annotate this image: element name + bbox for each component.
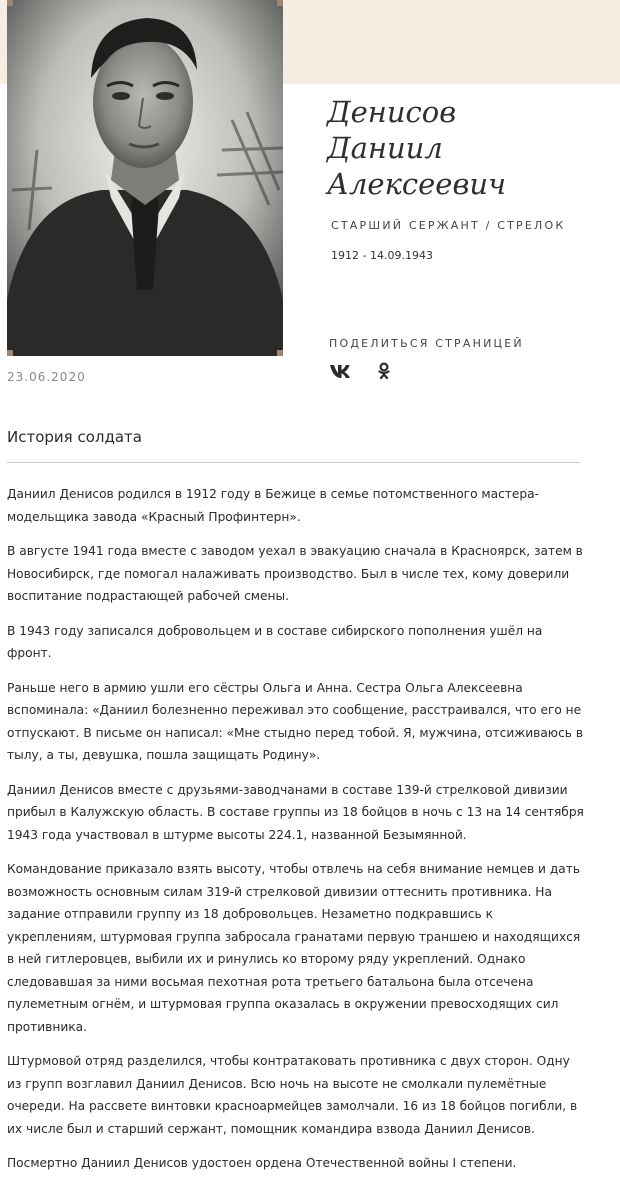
frame-corner [277, 350, 283, 356]
story-paragraph: В августе 1941 года вместе с заводом уехал в эвакуацию сначала в Красноярск, затем в Новосибирск, где помогал налаживать производство. Был в числе тех, кому доверили воспитание подрастающей рабочей смены. [7, 544, 583, 603]
story-paragraph: Штурмовой отряд разделился, чтобы контратаковать противника с двух сторон. Одну из групп возглавил Даниил Денисов. Всю ночь на высоте не смолкали пулемётные очереди. На рассвете винтовки красноармейцев замолчали. 16 из 18 бойцов погибли, в их числе был и старший сержант, помощник командира взвода Даниил Денисов. [7, 1054, 578, 1136]
vk-icon[interactable] [329, 362, 351, 380]
story-title: История солдата [7, 428, 142, 446]
photo-date: 23.06.2020 [7, 370, 86, 384]
story-paragraph: Раньше него в армию ушли его сёстры Ольга и Анна. Сестра Ольга Алексеевна вспоминала: «Даниил болезненно переживал это сообщение, расстраивался, что его не отпускают. В письме он написал: «Мне стыдно перед тобой. Я, мужчина, отсиживаюсь в тылу, а ты, девушка, пошла защищать Родину». [7, 680, 584, 762]
soldier-portrait-image [7, 0, 283, 356]
name-line: Денисов [327, 95, 457, 129]
divider [7, 462, 580, 463]
name-line: Алексеевич [327, 167, 507, 201]
story-text [7, 483, 585, 1187]
odnoklassniki-icon[interactable] [373, 362, 395, 380]
share-icons [329, 362, 395, 380]
story-paragraph: Даниил Денисов родился в 1912 году в Бежице в семье потомственного мастера-модельщика завода «Красный Профинтерн». [7, 487, 539, 524]
soldier-name [327, 94, 617, 202]
life-dates: 1912 - 14.09.1943 [331, 249, 433, 262]
frame-corner [277, 0, 283, 6]
soldier-photo [7, 0, 283, 356]
frame-corner [7, 0, 13, 6]
story-paragraph: Даниил Денисов вместе с друзьями-заводчанами в составе 139-й стрелковой дивизии прибыл в Калужскую область. В составе группы из 18 бойцов в ночь с 13 на 14 сентября 1943 года участвовал в штурме высоты 224.1, названной Безымянной. [7, 782, 584, 842]
frame-corner [7, 350, 13, 356]
share-label: ПОДЕЛИТЬСЯ СТРАНИЦЕЙ [329, 337, 524, 350]
soldier-rank: СТАРШИЙ СЕРЖАНТ / СТРЕЛОК [331, 219, 566, 232]
story-paragraph: В 1943 году записался добровольцем и в составе сибирского пополнения ушёл на фронт. [7, 623, 543, 660]
story-paragraph: Командование приказало взять высоту, чтобы отвлечь на себя внимание немцев и дать возможность основным силам 319-й стрелковой дивизии оттеснить противника. На задание отправили группу из 18 добровольцев. Незаметно подкравшись к укреплениям, штурмовая группа забросала гранатами первую траншею и находящихся в ней гитлеровцев, выбили их и ринулись ко второму ряду укреплений. Однако следовавшая за ними восьмая пехотная рота третьего батальона была отсечена пулеметным огнём, и штурмовая группа оказалась в окружении превосходящих сил противника. [7, 862, 581, 1034]
story-paragraph: Посмертно Даниил Денисов удостоен ордена Отечественной войны I степени. [7, 1156, 517, 1170]
name-line: Даниил [327, 131, 443, 165]
